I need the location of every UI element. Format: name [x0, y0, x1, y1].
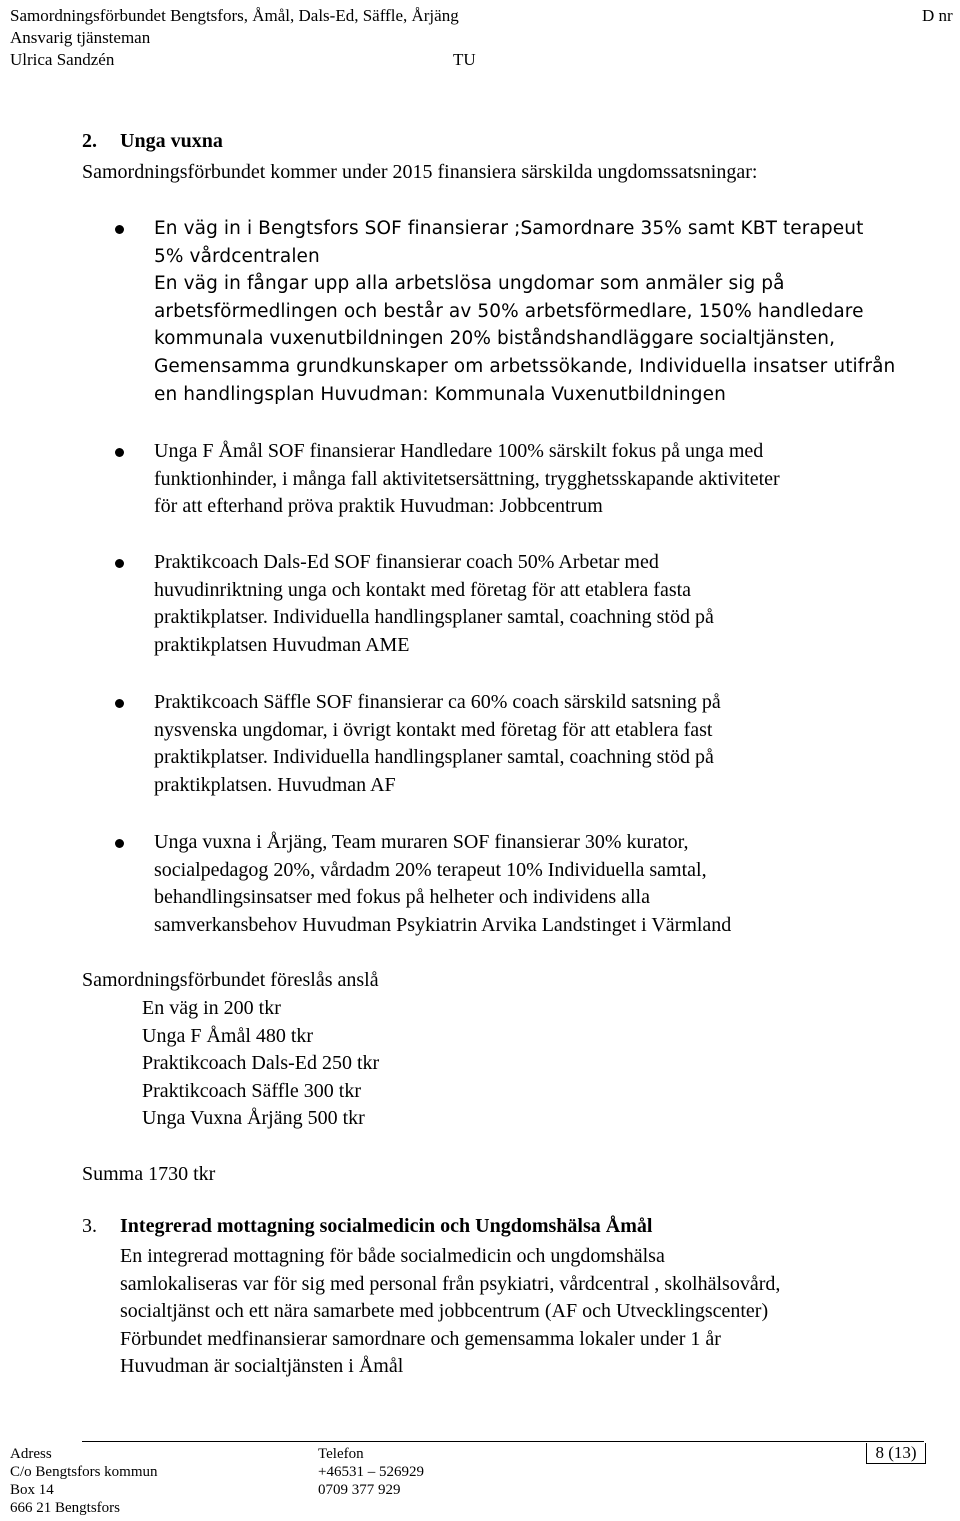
header-dnr: D nr [922, 6, 953, 25]
footer-address-line: 666 21 Bengtsfors [10, 1500, 120, 1516]
bullet-5-line: Unga vuxna i Årjäng, Team muraren SOF finansierar 30% kurator, [154, 831, 689, 853]
footer-address-label: Adress [10, 1446, 52, 1462]
footer-address [10, 1445, 158, 1517]
allocation-item: Unga F Åmål 480 tkr [142, 1024, 314, 1047]
section-2-heading [82, 130, 223, 153]
footer-address-line: C/o Bengtsfors kommun [10, 1464, 158, 1480]
bullet-3 [154, 549, 714, 659]
footer-phone [318, 1445, 424, 1499]
bullet-1-line: kommunala vuxenutbildningen 20% biståndshandläggare socialtjänsten, [154, 328, 836, 350]
bullet-4-line: praktikplatser. Individuella handlingsplaner samtal, coachning stöd på [154, 746, 714, 769]
bullet-1-line: arbetsförmedlingen och består av 50% arbetsförmedlare, 150% handledare [154, 300, 864, 322]
footer-divider [82, 1441, 924, 1442]
header-responsible-label: Ansvarig tjänsteman [10, 28, 151, 47]
allocation-item: Praktikcoach Säffle 300 tkr [142, 1079, 362, 1102]
bullet-icon [115, 559, 124, 568]
bullet-1-line: En väg in i Bengtsfors SOF finansierar ;Samordnare 35% samt KBT terapeut [154, 218, 864, 239]
bullet-1-line: en handlingsplan Huvudman: Kommunala Vuxenutbildningen [154, 383, 726, 405]
allocation-item: Unga Vuxna Årjäng 500 tkr [142, 1107, 365, 1130]
header-tu: TU [453, 50, 476, 69]
section-2-number: 2. [82, 130, 97, 152]
section-3-line: En integrerad mottagning för både socialmedicin och ungdomshälsa [120, 1245, 665, 1267]
allocation-item: Praktikcoach Dals-Ed 250 tkr [142, 1052, 380, 1075]
footer-address-line: Box 14 [10, 1482, 54, 1498]
bullet-4-line: nysvenska ungdomar, i övrigt kontakt med företag för att etablera fast [154, 718, 713, 741]
bullet-icon [115, 225, 124, 234]
allocation-total: Summa 1730 tkr [82, 1163, 216, 1185]
bullet-3-line: praktikplatsen Huvudman AME [154, 633, 410, 656]
proposal-label: Samordningsförbundet föreslås anslå [82, 969, 379, 991]
bullet-3-line: praktikplatser. Individuella handlingsplaner samtal, coachning stöd på [154, 606, 714, 629]
section-3-title: Integrerad mottagning socialmedicin och Ungdomshälsa Åmål [120, 1215, 653, 1237]
page-number: 8 (13) [866, 1443, 926, 1464]
bullet-4-line: Praktikcoach Säffle SOF finansierar ca 60% coach särskild satsning på [154, 691, 721, 713]
bullet-5-line: behandlingsinsatser med fokus på helheter och individens alla [154, 886, 650, 909]
section-2-title: Unga vuxna [120, 130, 223, 152]
bullet-1-line: En väg in fångar upp alla arbetslösa ungdomar som anmäler sig på [154, 273, 785, 295]
bullet-icon [115, 448, 124, 457]
bullet-5-line: socialpedagog 20%, vårdadm 20% terapeut 10% Individuella samtal, [154, 858, 707, 881]
section-2-intro: Samordningsförbundet kommer under 2015 finansiera särskilda ungdomssatsningar: [82, 161, 758, 183]
bullet-2-line: för att efterhand pröva praktik Huvudman: Jobbcentrum [154, 495, 603, 518]
bullet-2-line: Unga F Åmål SOF finansierar Handledare 100% särskilt fokus på unga med [154, 440, 764, 462]
allocation-list [142, 995, 379, 1133]
header-responsible-name: Ulrica Sandzén [10, 50, 115, 69]
bullet-2 [154, 438, 780, 521]
bullet-3-line: huvudinriktning unga och kontakt med företag för att etablera fasta [154, 578, 692, 601]
section-3-line: samlokaliseras var för sig med personal från psykiatri, vårdcentral , skolhälsovård, [120, 1272, 781, 1295]
bullet-icon [115, 839, 124, 848]
bullet-4-line: praktikplatsen. Huvudman AF [154, 773, 396, 796]
section-3-body [120, 1243, 780, 1381]
bullet-5 [154, 829, 731, 939]
section-3-line: socialtjänst och ett nära samarbete med jobbcentrum (AF och Utvecklingscenter) [120, 1300, 769, 1323]
bullet-3-line: Praktikcoach Dals-Ed SOF finansierar coach 50% Arbetar med [154, 551, 659, 573]
section-3-number: 3. [82, 1215, 97, 1237]
bullet-1 [154, 215, 895, 408]
bullet-2-line: funktionhinder, i många fall aktivitetsersättning, trygghetsskapande aktiviteter [154, 467, 780, 490]
section-3-line: Förbundet medfinansierar samordnare och gemensamma lokaler under 1 år [120, 1327, 721, 1350]
allocation-item: En väg in 200 tkr [142, 997, 281, 1019]
footer-phone-line: 0709 377 929 [318, 1482, 401, 1498]
bullet-4 [154, 689, 721, 799]
header-organization: Samordningsförbundet Bengtsfors, Åmål, Dals-Ed, Säffle, Årjäng [10, 6, 459, 25]
footer-phone-line: +46531 – 526929 [318, 1464, 424, 1480]
bullet-icon [115, 699, 124, 708]
bullet-1-line: 5% vårdcentralen [154, 245, 320, 267]
bullet-5-line: samverkansbehov Huvudman Psykiatrin Arvika Landstinget i Värmland [154, 913, 732, 936]
footer-phone-label: Telefon [318, 1446, 364, 1462]
section-3-heading [82, 1215, 652, 1238]
section-3-line: Huvudman är socialtjänsten i Åmål [120, 1355, 404, 1378]
bullet-1-line: Gemensamma grundkunskaper om arbetssökande, Individuella insatser utifrån [154, 355, 896, 377]
